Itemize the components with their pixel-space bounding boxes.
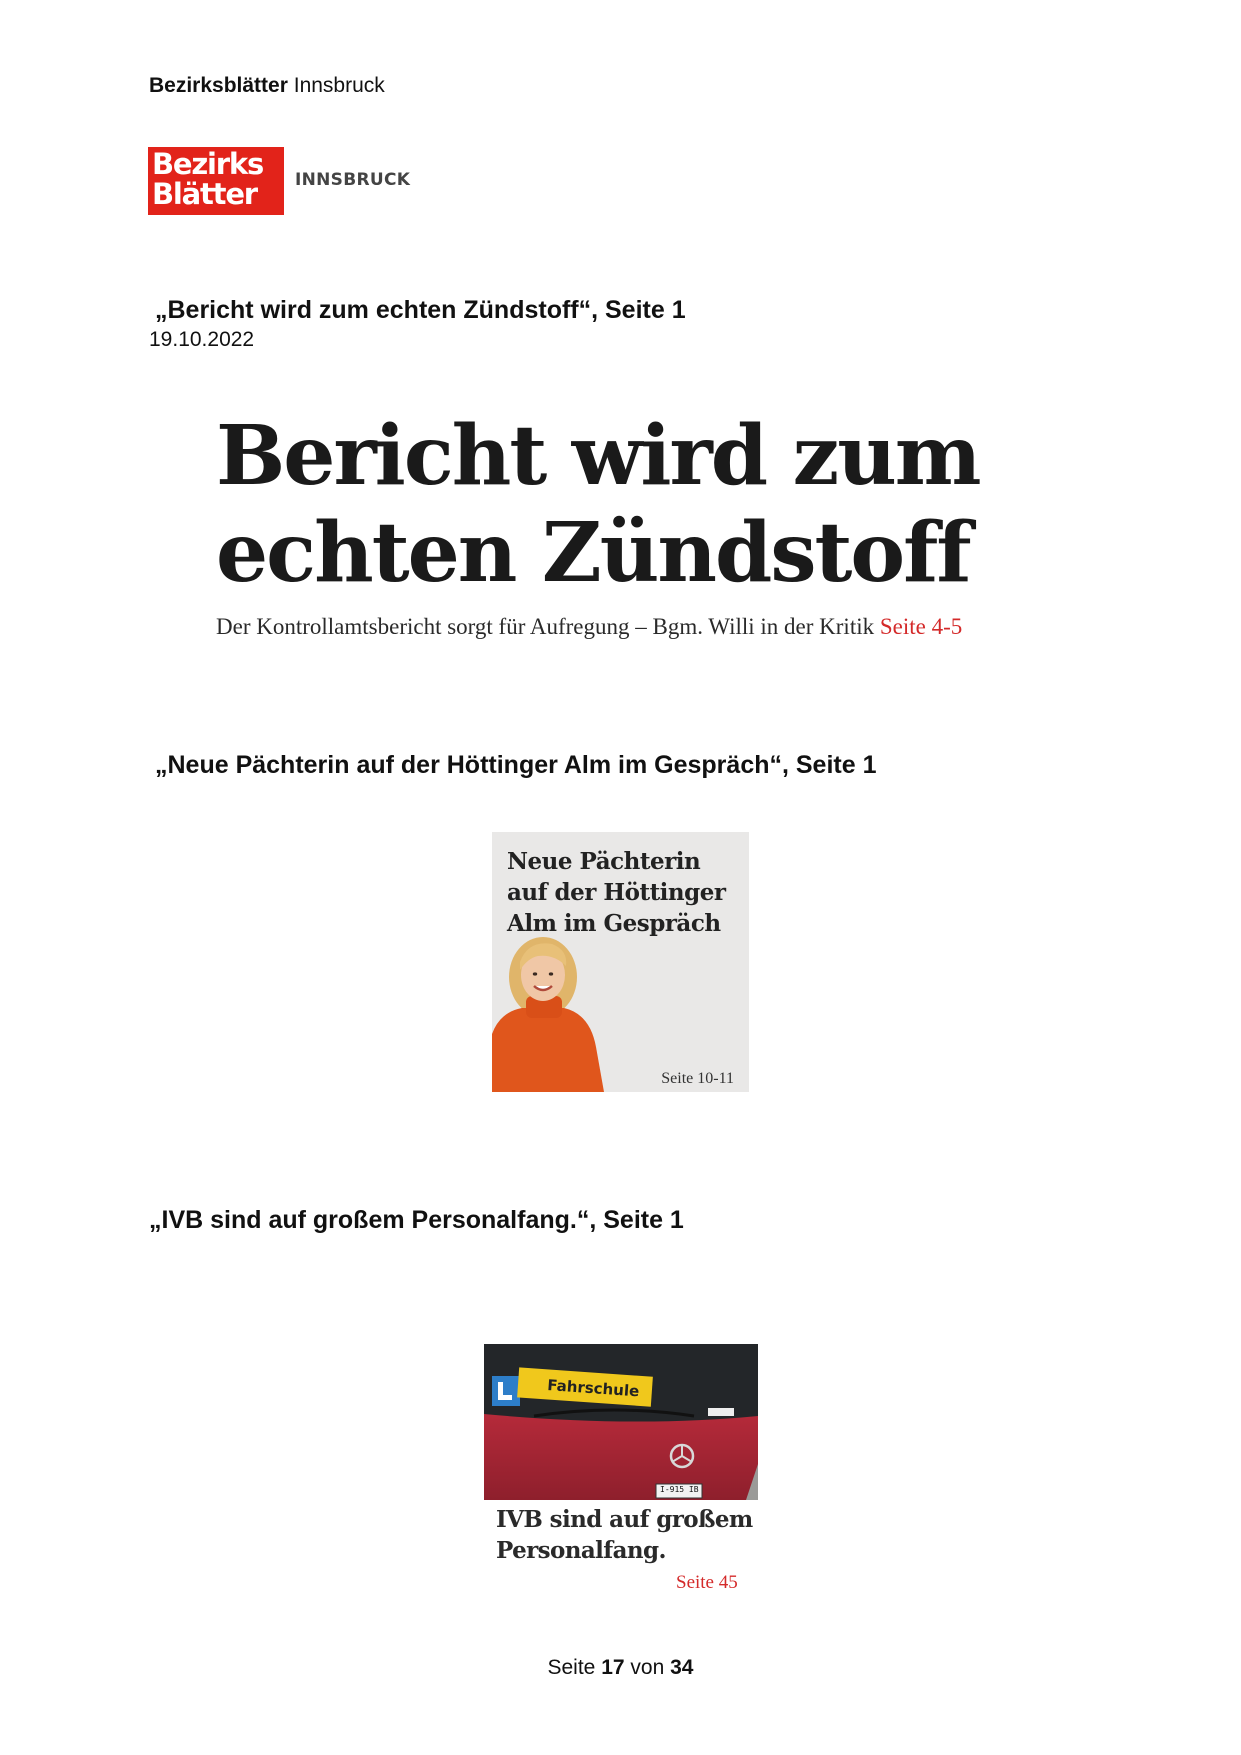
footer-prefix: Seite <box>547 1656 596 1679</box>
clipping-3-headline <box>496 1504 753 1566</box>
red-bus-image <box>484 1344 758 1500</box>
clipping-2-page-ref: Seite 10-11 <box>661 1070 734 1087</box>
logo-word-bezirks: Bezirks <box>152 147 264 181</box>
clipping-2-headline-line-3: Alm im Gespräch <box>507 910 721 937</box>
red-bus-photo <box>484 1344 758 1500</box>
clipping-1-headline-line-2: echten Zündstoff <box>216 505 970 601</box>
clipping-1-subline <box>216 614 962 640</box>
bezirksblaetter-logo <box>148 147 284 215</box>
page-footer <box>0 1656 1241 1680</box>
clipping-2-headline-line-1: Neue Pächterin <box>507 848 701 875</box>
fahrschule-sign: Fahrschule <box>546 1376 640 1401</box>
clipping-3-headline-line-2: Personalfang. <box>496 1537 666 1564</box>
woman-portrait-image <box>492 832 749 1092</box>
clipping-3-page-ref: Seite 45 <box>676 1572 738 1593</box>
document-header <box>149 74 385 98</box>
license-plate-text: I-915 IB <box>660 1485 699 1494</box>
logo-word-blaetter: Blätter <box>152 177 257 211</box>
clipping-3-headline-line-1: IVB sind auf großem <box>496 1506 753 1533</box>
article-2-heading: „Neue Pächterin auf der Höttinger Alm im Gespräch“, Seite 1 <box>155 751 877 779</box>
footer-current-page: 17 <box>601 1656 625 1679</box>
clipping-2-card <box>492 832 749 1092</box>
footer-mid: von <box>630 1656 665 1679</box>
article-3-heading: „IVB sind auf großem Personalfang.“, Seite 1 <box>149 1206 684 1234</box>
publication-name: Bezirksblätter <box>149 74 288 97</box>
clipping-1-headline <box>216 408 980 602</box>
publication-region: Innsbruck <box>293 74 385 97</box>
clipping-2-headline-line-2: auf der Höttinger <box>507 879 726 906</box>
clipping-1-subline-text: Der Kontrollamtsbericht sorgt für Aufregung – Bgm. Willi in der Kritik <box>216 614 880 639</box>
clipping-1-headline-line-1: Bericht wird zum <box>216 408 980 504</box>
logo-region: INNSBRUCK <box>295 170 411 190</box>
article-date: 19.10.2022 <box>149 328 255 351</box>
article-1-heading: „Bericht wird zum echten Zündstoff“, Seite 1 <box>155 296 686 324</box>
footer-total-pages: 34 <box>670 1656 694 1679</box>
clipping-1-page-ref: Seite 4-5 <box>879 614 963 639</box>
